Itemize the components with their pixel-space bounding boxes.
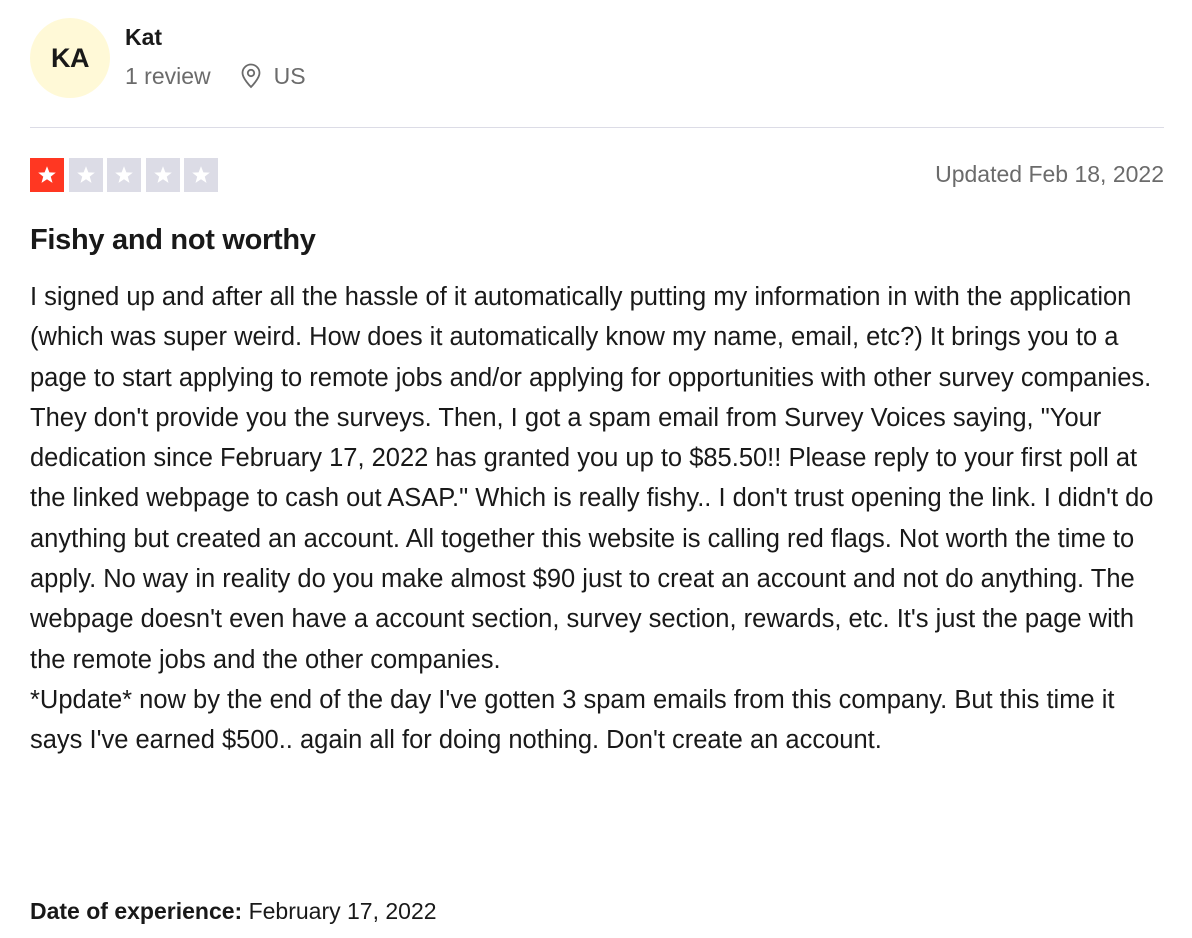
review-date: Updated Feb 18, 2022	[935, 161, 1164, 187]
star-empty	[107, 158, 141, 192]
star-empty	[146, 158, 180, 192]
star-icon	[190, 164, 212, 186]
reviewer-header	[30, 18, 306, 98]
star-empty	[69, 158, 103, 192]
review-body	[30, 277, 1170, 761]
star-rating	[30, 158, 223, 192]
rating-row	[30, 157, 1164, 193]
divider	[30, 127, 1164, 128]
review-paragraph: *Update* now by the end of the day I've gotten 3 spam emails from this company. But this time it says I've earned $500.. again all for doing nothing. Don't create an account.	[30, 685, 1115, 755]
star-icon	[113, 164, 135, 186]
star-icon	[36, 164, 58, 186]
date-of-experience	[30, 898, 437, 925]
reviewer-meta	[125, 63, 306, 89]
review-paragraph: I signed up and after all the hassle of it automatically putting my information in with the application (which was super weird. How does it automatically know my name, email, etc?) It brings you to a page to start applying to remote jobs and/or applying for opportunities with other survey companies. They don't provide you the surveys. Then, I got a spam email from Survey Voices saying, "Your dedication since February 17, 2022 has granted you up to $85.50!! Please reply to your first poll at the linked webpage to cash out ASAP." Which is really fishy.. I don't trust opening the link. I didn't do anything but created an account. All together this website is calling red flags. Not worth the time to apply. No way in reality do you make almost $90 just to creat an account and not do anything. The webpage doesn't even have a account section, survey section, rewards, etc. It's just the page with the remote jobs and the other companies.	[30, 283, 1154, 674]
star-empty	[184, 158, 218, 192]
star-filled	[30, 158, 64, 192]
location-pin-icon	[239, 63, 263, 89]
avatar[interactable]: KA	[30, 18, 110, 98]
review-count: 1 review	[125, 63, 211, 89]
experience-label: Date of experience:	[30, 898, 243, 924]
reviewer-location	[239, 63, 306, 89]
star-icon	[75, 164, 97, 186]
star-icon	[152, 164, 174, 186]
reviewer-country: US	[273, 63, 306, 89]
reviewer-info	[125, 18, 306, 89]
experience-date: February 17, 2022	[248, 898, 437, 924]
reviewer-name[interactable]: Kat	[125, 24, 163, 50]
review-title[interactable]: Fishy and not worthy	[30, 224, 316, 256]
